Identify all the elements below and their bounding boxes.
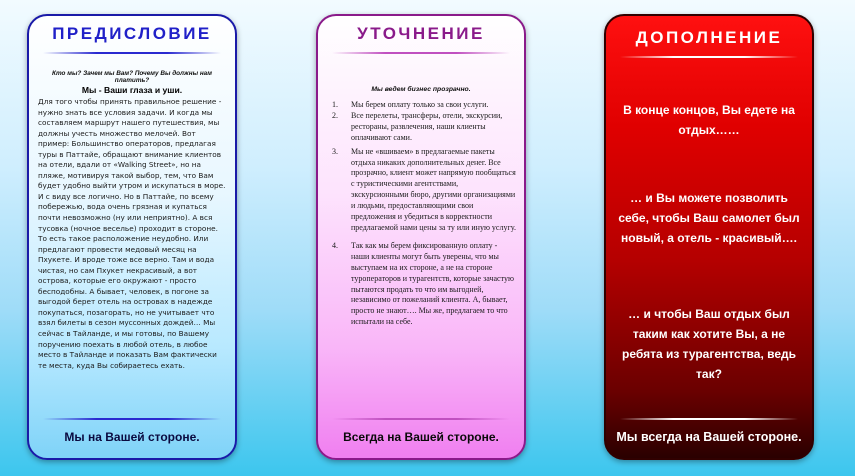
card-preface-footer: Мы на Вашей стороне.: [64, 430, 200, 444]
card-clarification-list: [322, 100, 516, 328]
list-item: [322, 241, 516, 328]
list-item-number: 1.: [332, 100, 338, 109]
list-item-number: 4.: [332, 240, 338, 250]
card-preface: [27, 14, 237, 460]
list-item: [322, 100, 516, 111]
divider: [43, 418, 221, 420]
card-clarification-title: УТОЧНЕНИЕ: [357, 24, 485, 43]
list-item: [322, 111, 516, 144]
divider: [332, 52, 510, 54]
list-spacer: [322, 234, 516, 241]
list-item-text: Мы берем оплату только за свои услуги.: [351, 100, 489, 109]
list-item-number: 3.: [332, 146, 338, 156]
divider: [332, 418, 510, 420]
card-preface-title: ПРЕДИСЛОВИЕ: [52, 24, 212, 43]
list-item-text: Все перелеты, трансферы, отели, экскурсии, рестораны, развлечения, наши клиенты оплачивают сами.: [351, 110, 503, 142]
divider: [620, 418, 798, 420]
card-clarification: [316, 14, 526, 460]
card-addition-paragraph: В конце концов, Вы едете на отдых……: [623, 103, 795, 137]
list-item-text: Так как мы берем фиксированную оплату - наши клиенты могут быть уверены, что мы выступаем на их стороне, а не на стороне туроператоров и турагентств, которые зачастую пытаются продать то что им выгодней, независимо от пожеланий клиента. А, бывает, просто не знают…. Мы же, предлагаем то что испытали на себе.: [351, 240, 514, 327]
card-preface-intro: Кто мы? Зачем мы Вам? Почему Вы должны нам платить?: [52, 70, 212, 84]
list-item-text: Мы не «вшиваем» в предлагаемые пакеты отдыха никаких дополнительных денег. Все прозрачно, клиент может напрямую пообщаться с туристическими агентствами, экскурсионными бюро, другими организациями и людьми, предоставляющими свои предложения и убедиться в корректности предлагаемой нами цены за ту или иную услугу.: [351, 146, 516, 232]
card-addition: [604, 14, 814, 460]
card-clarification-intro: Мы ведем бизнес прозрачно.: [371, 86, 471, 93]
list-item: [322, 147, 516, 234]
divider: [620, 56, 798, 58]
list-item-number: 2.: [332, 110, 338, 120]
card-preface-subtitle: Мы - Ваши глаза и уши.: [81, 85, 183, 95]
divider: [43, 52, 221, 54]
card-addition-title: ДОПОЛНЕНИЕ: [635, 28, 783, 47]
card-clarification-footer: Всегда на Вашей стороне.: [343, 430, 499, 444]
card-preface-body: Для того чтобы принять правильное решение - нужно знать все условия задачи. И когда мы составляем маршрут нашего путешествия, мы должны учесть множество мелочей. Вот пример: Большинство операторов, предлагая туры в Паттайе, обращают внимание клиентов на отели, вдали от «Walking Street», но на пляже, мотивируя такой выбор, тем, что Вам будет удобно выйти утром и искупаться в море. И с виду все логично. Но в Паттайе, по всему побережью, вода очень грязная и купаться почти невозможно (ну или неприятно). А вся тусовка (ночное веселье) проходит в стороне. То есть такое расположение неудобно. Или предлагают провести медовый месяц на Пхукете. И вроде тоже все верно. Там и вода чистая, но сам Пхукет некрасивый, а вот острова, которые его окружают - просто бесподобны. А бывает, человек, в погоне за выгодой берет отель на островах в надежде покупаться, позагорать, но не учитывает что взял билеты в сезон муссонных дождей… Мы сейчас в Тайланде, и мы готовы, по Вашему поручению поехать в любой отель, в любое место в Тайланде и показать Вам фактически те места, куда Вы собираетесь ехать.: [38, 97, 226, 370]
card-addition-footer: Мы всегда на Вашей стороне.: [616, 430, 802, 444]
card-addition-paragraph: … и Вы можете позволить себе, чтобы Ваш самолет был новый, а отель - красивый….: [618, 191, 800, 245]
card-addition-paragraph: … и чтобы Ваш отдых был таким как хотите Вы, а не ребята из турагентства, ведь так?: [622, 307, 796, 381]
